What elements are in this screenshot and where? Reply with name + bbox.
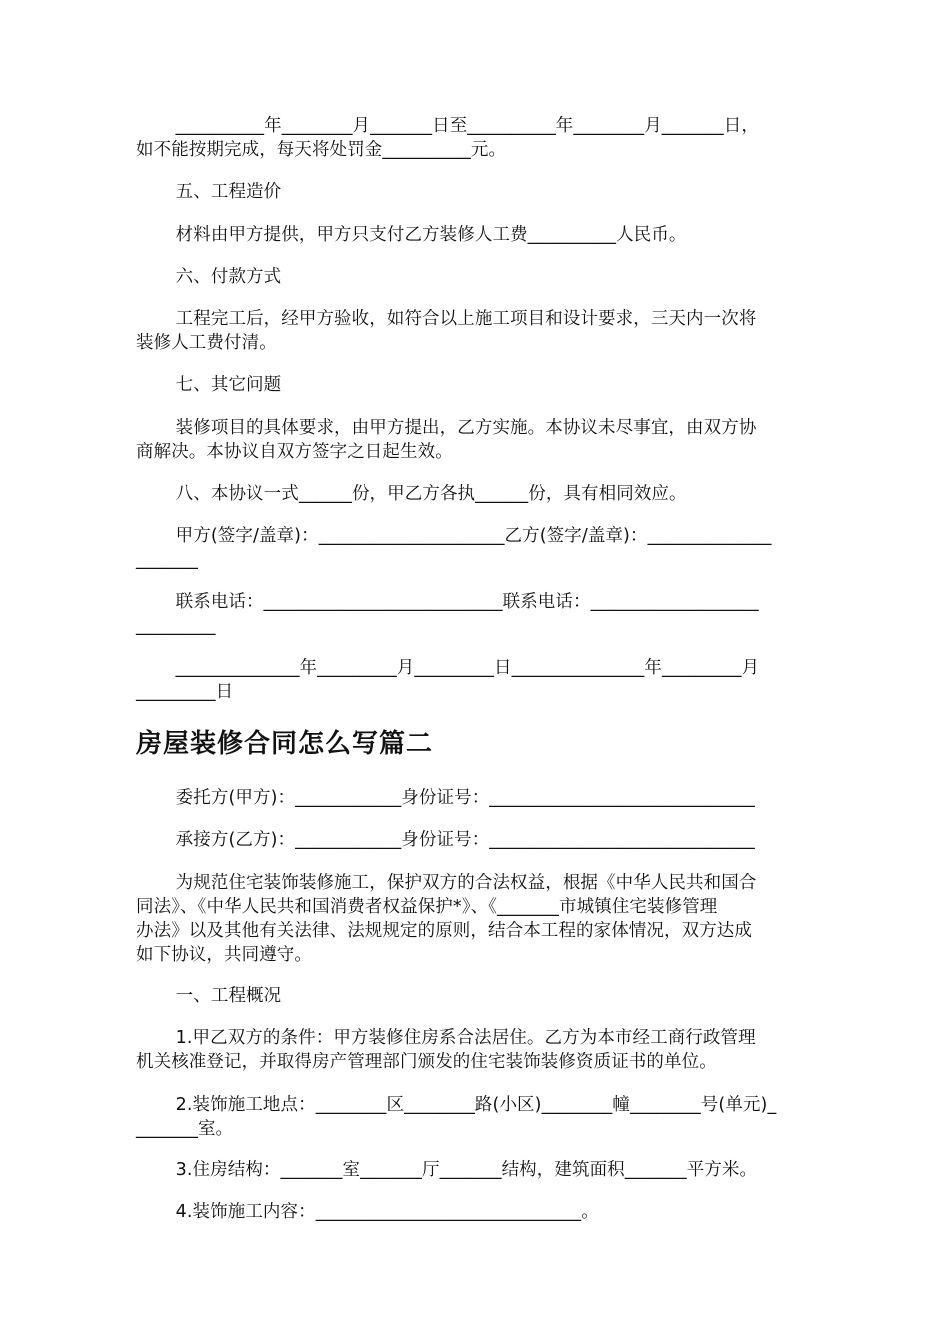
party-line: 委托方(甲方)：____________身份证号：______________________________	[136, 788, 755, 808]
section-heading: 一、工程概况	[136, 986, 282, 1006]
text-line: 如不能按期完成，每天将处罚金__________元。	[136, 140, 507, 160]
text-line: 1.甲乙双方的条件：甲方装修住房系合法居住。乙方为本市经工商行政管理	[136, 1028, 756, 1048]
text-line: 如下协议，共同遵守。	[136, 945, 312, 965]
text-line: 机关核准登记，并取得房产管理部门颁发的住宅装饰装修资质证书的单位。	[136, 1052, 717, 1072]
text-line: 装修项目的具体要求，由甲方提出，乙方实施。本协议未尽事宜，由双方协	[136, 418, 757, 438]
section-title: 房屋装修合同怎么写篇二	[136, 729, 434, 759]
text-line: 同法》、《中华人民共和国消费者权益保护*》、《_______市城镇住宅装修管理	[136, 897, 718, 917]
text-line: 商解决。本协议自双方签字之日起生效。	[136, 442, 453, 462]
signature-line: 甲方(签字/盖章)：_____________________乙方(签字/盖章)：______________	[136, 526, 772, 546]
text-line: 4.装饰施工内容：______________________________。	[136, 1202, 599, 1222]
phone-line: _________	[136, 616, 216, 636]
text-line: 2.装饰施工地点：________区________路(小区)________幢________号(单元)_	[136, 1095, 777, 1115]
text-line: 3.住房结构：_______室_______厅_______结构，建筑面积_______平方米。	[136, 1160, 758, 1180]
text-line: 装修人工费付清。	[136, 333, 277, 353]
text-line: 八、本协议一式______份，甲乙方各执______份，具有相同效应。	[136, 484, 687, 504]
text-line: 工程完工后，经甲方验收，如符合以上施工项目和设计要求，三天内一次将	[136, 309, 757, 329]
party-line: 承接方(乙方)：____________身份证号：______________________________	[136, 830, 755, 850]
text-line: 为规范住宅装饰装修施工，保护双方的合法权益，根据《中华人民共和国合	[136, 873, 757, 893]
text-line: _______室。	[136, 1119, 234, 1139]
text-line: 材料由甲方提供，甲方只支付乙方装修人工费__________人民币。	[136, 225, 687, 245]
signature-line: _______	[136, 550, 198, 570]
date-line: ______________年_________月_________日_______________年_________月	[136, 658, 760, 678]
text-line: __________年________月_______日至__________年________月_______日，	[136, 116, 759, 136]
phone-line: 联系电话：___________________________联系电话：___________________	[136, 592, 759, 612]
date-line: _________日	[136, 682, 234, 702]
section-heading: 五、工程造价	[136, 182, 282, 202]
section-heading: 七、其它问题	[136, 375, 282, 395]
text-line: 办法》以及其他有关法律、法规规定的原则，结合本工程的家体情况，双方达成	[136, 921, 752, 941]
section-heading: 六、付款方式	[136, 267, 282, 287]
